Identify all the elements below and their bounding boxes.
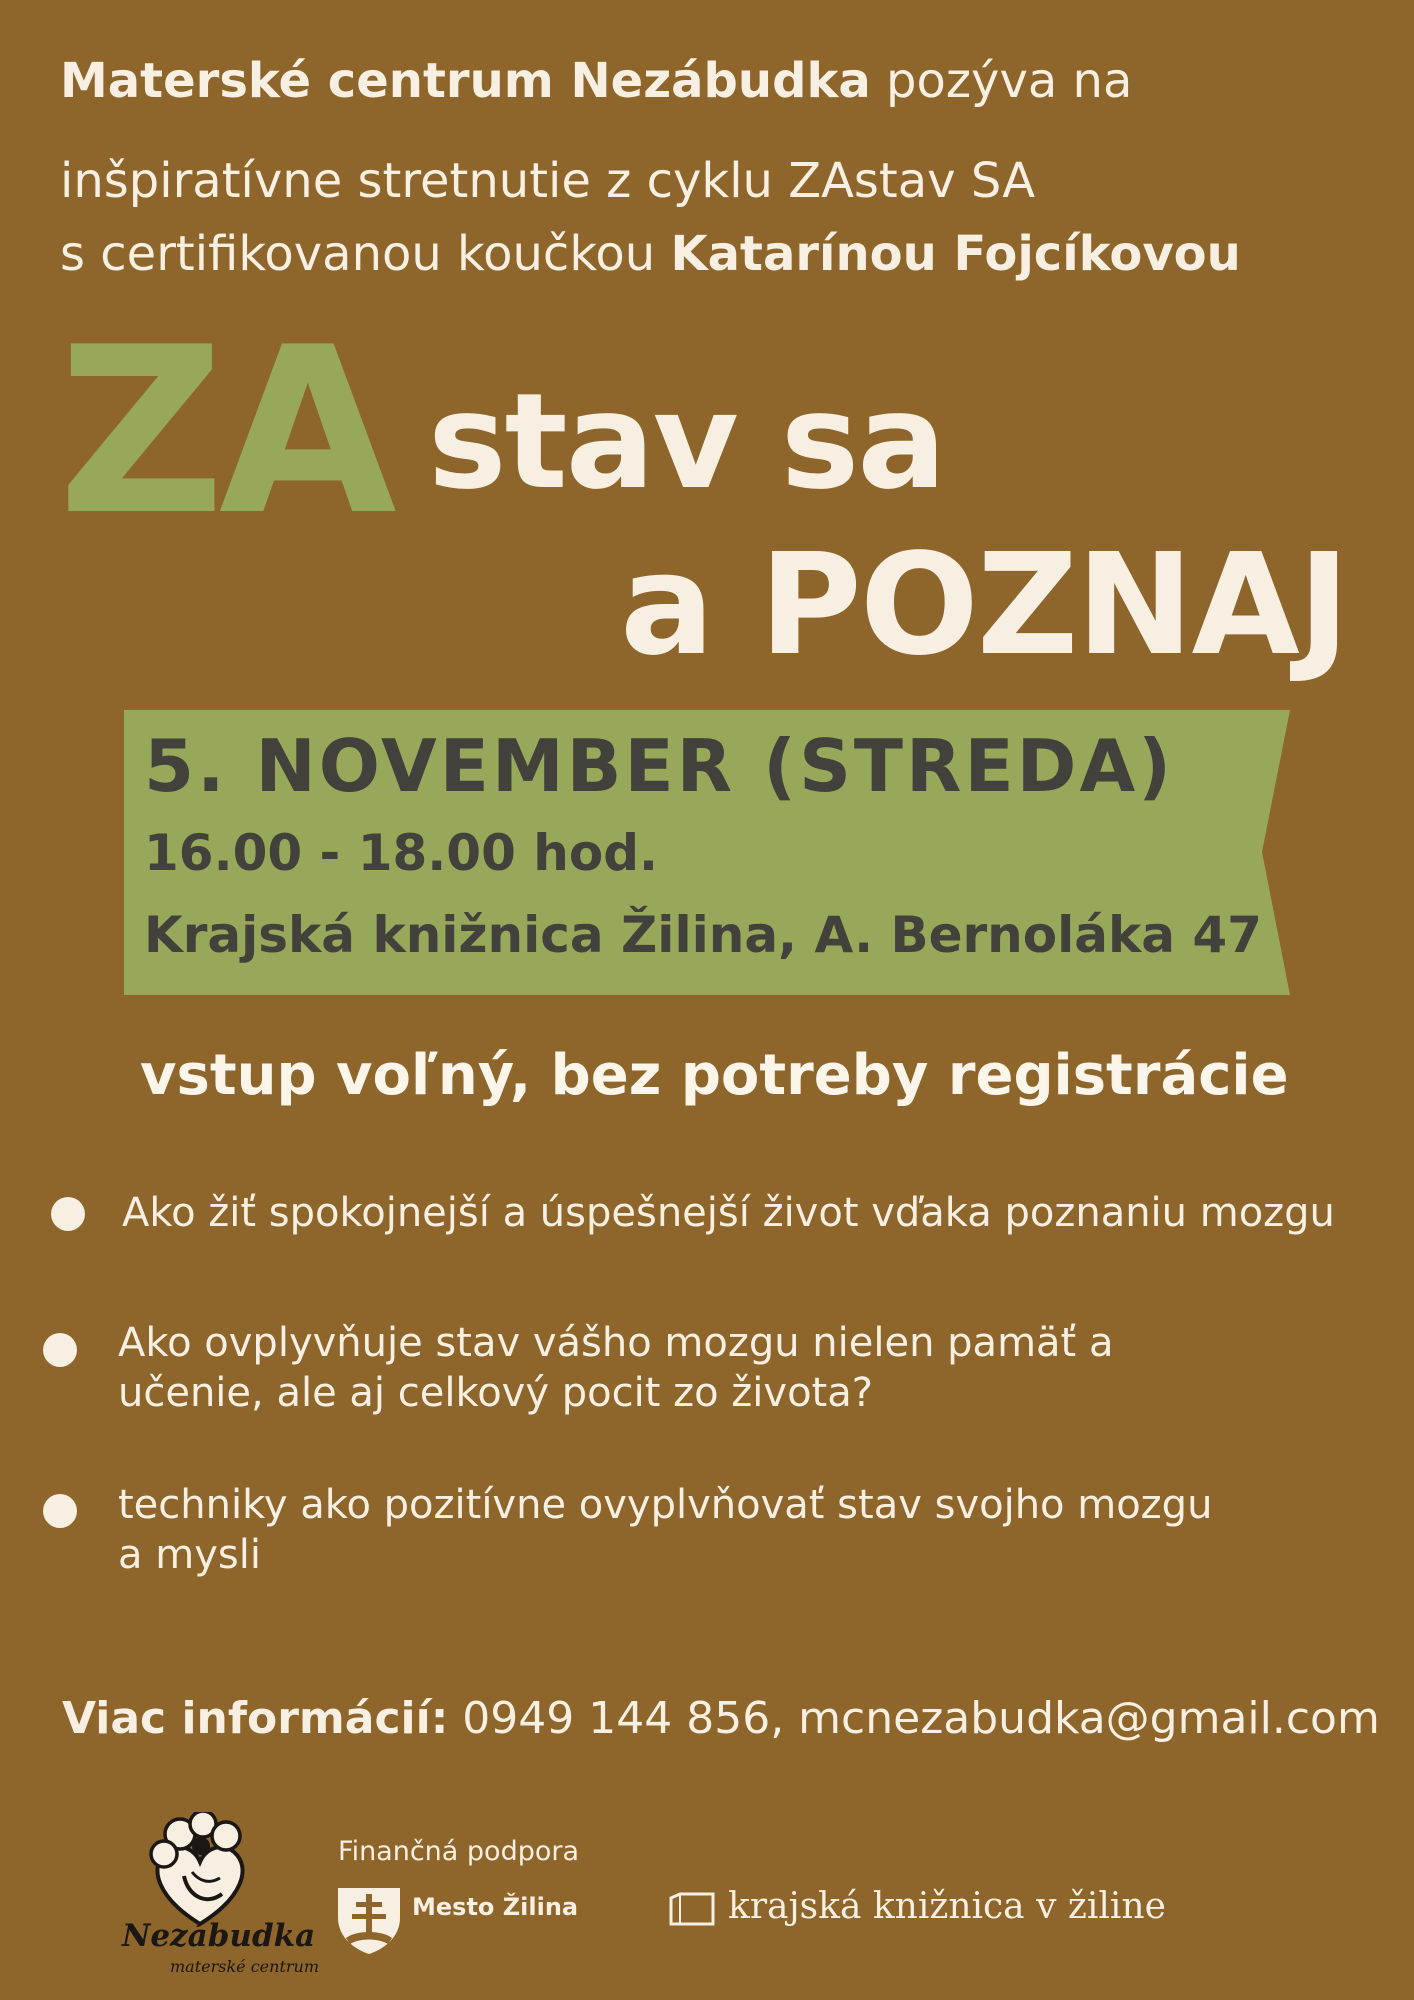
intro-line-3 <box>60 223 1241 285</box>
nezabudka-logo-text: Nezábudka <box>122 1918 316 1954</box>
topic-item-3-line-1: techniky ako pozitívne ovyplvňovať stav svojho mozgu <box>118 1482 1213 1528</box>
intro-line-2: inšpiratívne stretnutie z cyklu ZAstav SA <box>60 153 1036 209</box>
topic-item-2-line-1: Ako ovplyvňuje stav vášho mozgu nielen pamäť a <box>118 1320 1114 1366</box>
entry-note: vstup voľný, bez potreby registrácie <box>140 1043 1289 1108</box>
topic-item-1 <box>122 1188 1335 1238</box>
organizer-name: Materské centrum Nezábudka <box>60 53 871 109</box>
topic-item-2-line-2: učenie, ale aj celkový pocit zo života? <box>118 1370 873 1416</box>
bullet-dot-icon <box>51 1197 85 1231</box>
event-time: 16.00 - 18.00 hod. <box>144 824 659 882</box>
topic-item-3-line-2: a mysli <box>118 1532 261 1578</box>
headline-za: ZA <box>58 299 391 566</box>
contact-label: Viac informácií: <box>62 1693 449 1744</box>
nezabudka-logo-subtext: materské centrum <box>170 1957 320 1976</box>
funding-label: Finančná podpora <box>338 1836 580 1867</box>
topic-item-1-line-1: Ako žiť spokojnejší a úspešnejší život vďaka poznaniu mozgu <box>122 1190 1335 1236</box>
double-cross-shield-icon <box>336 1884 402 1956</box>
contact-value: 0949 144 856, mcnezabudka@gmail.com <box>448 1693 1380 1744</box>
nezabudka-flower-logo-icon <box>140 1812 265 1932</box>
coach-prefix: s certifikovanou koučkou <box>60 226 671 282</box>
invite-text: pozýva na <box>870 53 1133 109</box>
headline-stav-sa: stav sa <box>428 365 945 519</box>
intro-line-1 <box>60 50 1132 112</box>
event-date: 5. NOVEMBER (STREDA) <box>144 724 1175 808</box>
book-outline-icon <box>668 1890 716 1930</box>
headline-a-poznaj: a POZNAJ <box>620 524 1348 687</box>
bullet-dot-icon <box>43 1494 77 1528</box>
contact-info <box>62 1693 1380 1744</box>
library-logo-text: krajská knižnica v žiline <box>728 1886 1166 1927</box>
coach-name: Katarínou Fojcíkovou <box>670 226 1241 282</box>
topic-item-3 <box>118 1480 1212 1580</box>
city-logo-text: Mesto Žilina <box>412 1893 579 1921</box>
topic-item-2 <box>118 1318 1113 1418</box>
event-place: Krajská knižnica Žilina, A. Bernoláka 47 <box>144 906 1262 964</box>
bullet-dot-icon <box>43 1333 77 1367</box>
